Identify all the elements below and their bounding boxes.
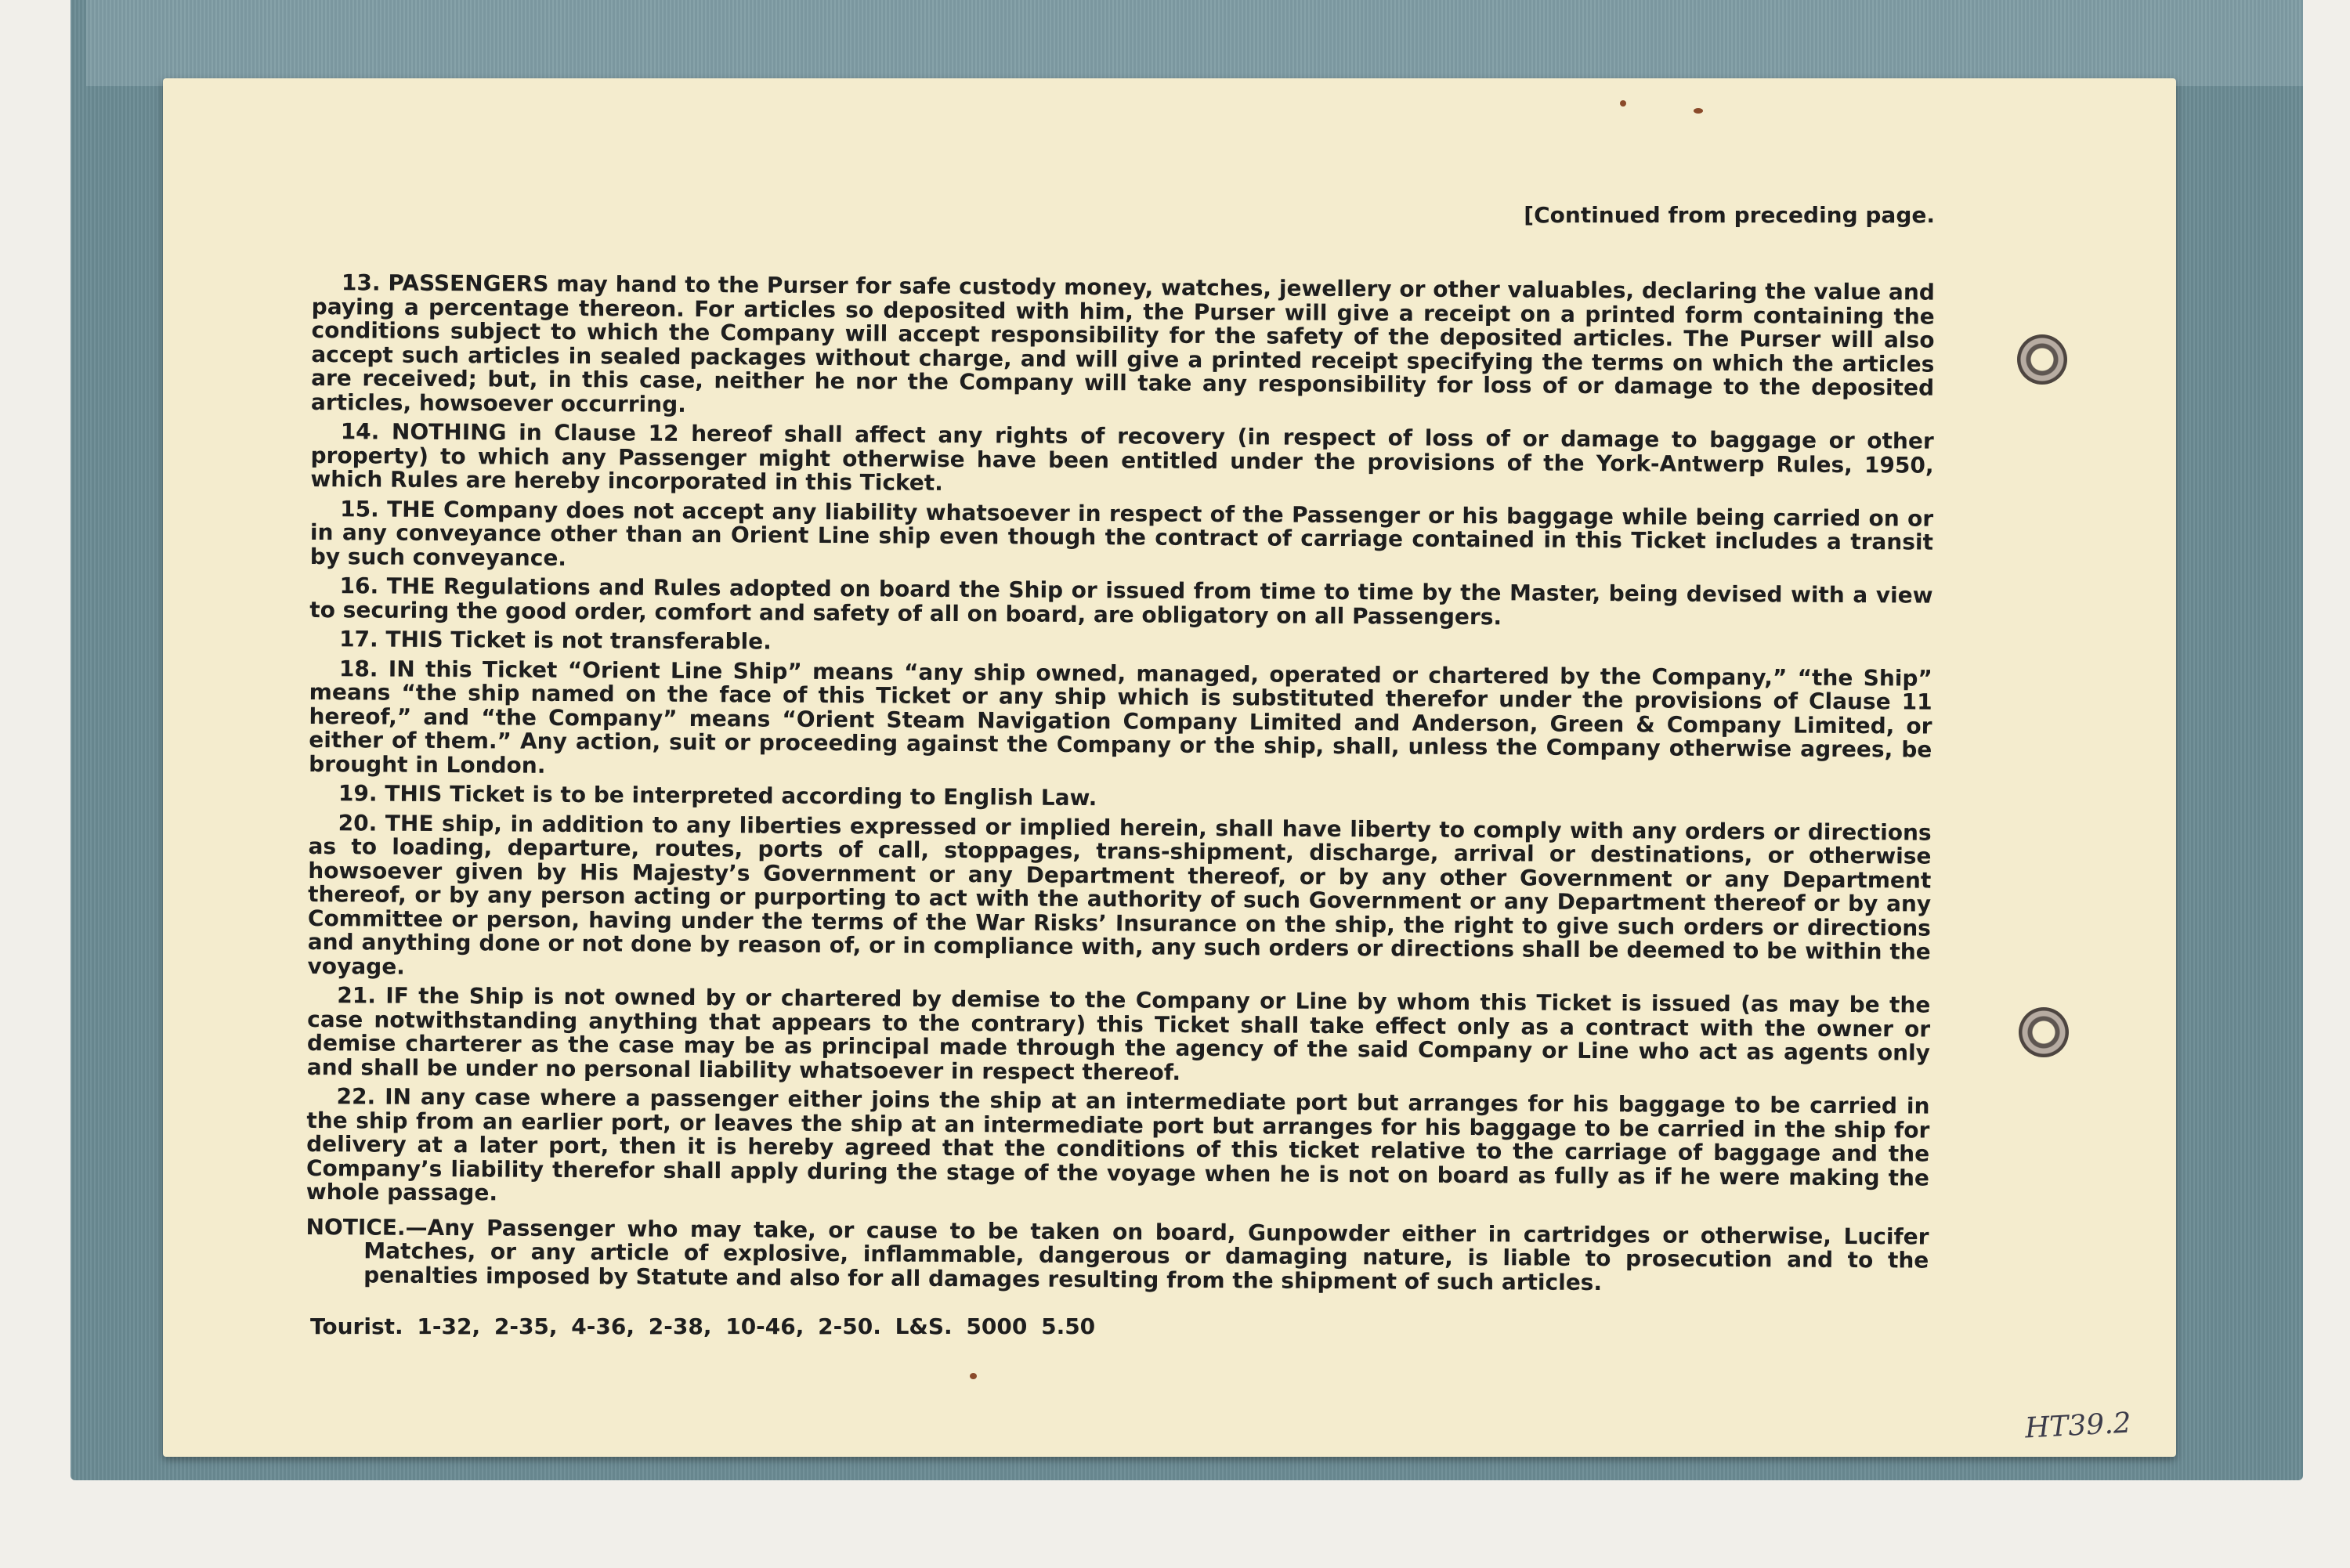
continued-note: [Continued from preceding page.	[1524, 202, 1935, 228]
clause-21: 21. IF the Ship is not owned by or chartered by demise to the Company or Line by whom this Ticket is issued (as may be the case notwithstanding anything that appears to the contrary) this Ticket shall take effect only as a contract with the owner or demise charterer as the case may be as principal made through the agency of the said Company or Line who act as agents only and shall be under no personal liability whatsoever in respect thereof.	[306, 982, 1931, 1086]
conditions-text	[306, 271, 1935, 1297]
stain-spot	[1620, 100, 1626, 107]
clause-20: 20. THE ship, in addition to any liberties expressed or implied herein, shall have liberty to comply with any orders or directions as to loading, departure, routes, ports of call, stoppages, trans-shipment, discharge, arrival or destinations, or otherwise howsoever given by His Majesty’s Government or any Department thereof, or by any other Government or any Department thereof, or by any person acting or purporting to act with the authority of such Government or any Department thereof or by any Committee or person, having under the terms of the War Risks’ Insurance on the ship, the right to give such orders or directions and anything done or not done by reason of, or in compliance with, any such orders or directions shall be deemed to be within the voyage.	[307, 809, 1932, 980]
clause-17: 17. THIS Ticket is not transferable.	[339, 626, 772, 655]
clause-16: 16. THE Regulations and Rules adopted on board the Ship or issued from time to time by the Master, being devised with a view to securing the good order, comfort and safety of all on board, are obligatory on all Passengers.	[309, 573, 1933, 630]
grommet-top	[2017, 334, 2067, 385]
clause-13: 13. PASSENGERS may hand to the Purser for safe custody money, watches, jewellery or other valuables, declaring the value and paying a percentage thereon. For articles so deposited with him, the Purser will give a receipt on a printed form containing the conditions subject to which the Company will accept responsibility for the safety of the deposited articles. The Purser will also accept such articles in sealed packages without charge, and will give a printed receipt specifying the terms on which the articles are received; but, in this case, neither he nor the Company will take any responsibility for loss of or damage to the deposited articles, howsoever occurring.	[310, 269, 1935, 417]
handwritten-catalogue-number: HT39.2	[2024, 1407, 2132, 1445]
stain-spot	[1694, 108, 1703, 114]
print-code: Tourist. 1-32, 2-35, 4-36, 2-38, 10-46, 2-50. L&S. 5000 5.50	[310, 1313, 1096, 1339]
clause-14: 14. NOTHING in Clause 12 hereof shall affect any rights of recovery (in respect of loss of or damage to baggage or other property) to which any Passenger might otherwise have been entitled under the provisions of the York-Antwerp Rules, 1950, which Rules are hereby incorporated in this Ticket.	[310, 418, 1934, 496]
notice	[306, 1215, 1929, 1296]
stain-spot	[970, 1373, 977, 1379]
clause-18: 18. IN this Ticket “Orient Line Ship” means “any ship owned, managed, operated or chartered by the Company,” “the Ship” means “the ship named on the face of this Ticket or any ship which is substituted therefor under the provisions of Clause 11 hereof,” and “the Company” means “Orient Steam Navigation Company Limited and Anderson, Green & Company Limited, or either of them.” Any action, suit or proceeding against the Company or the ship, shall, unless the Company otherwise agrees, be brought in London.	[309, 655, 1932, 779]
notice-label: NOTICE.—	[306, 1213, 428, 1241]
clause-19: 19. THIS Ticket is to be interpreted according to English Law.	[338, 780, 1097, 811]
notice-text: Any Passenger who may take, or cause to be taken on board, Gunpowder either in cartridges or otherwise, Lucifer Matches, or any article of explosive, inflammable, dangerous or damaging nature, is liable to prosecution and to the penalties imposed by Statute and also for all damages resulting from the shipment of such articles.	[363, 1214, 1929, 1295]
clause-15: 15. THE Company does not accept any liability whatsoever in respect of the Passenger or his baggage while being carried on or in any conveyance other than an Orient Line ship even though the contract of carriage contained in this Ticket includes a transit by such conveyance.	[309, 495, 1934, 571]
grommet-bottom	[2019, 1007, 2069, 1057]
folder-flap	[86, 0, 2303, 86]
clause-22: 22. IN any case where a passenger either joins the ship at an intermediate port but arranges for his baggage to be carried in the ship from an earlier port, or leaves the ship at an intermediate port but arranges for his baggage to be carried in the ship for delivery at a later port, then it is hereby agreed that the conditions of this ticket relative to the carriage of baggage and the Company’s liability therefor shall apply during the stage of the voyage when he is not on board as fully as if he were making the whole passage.	[306, 1083, 1930, 1206]
